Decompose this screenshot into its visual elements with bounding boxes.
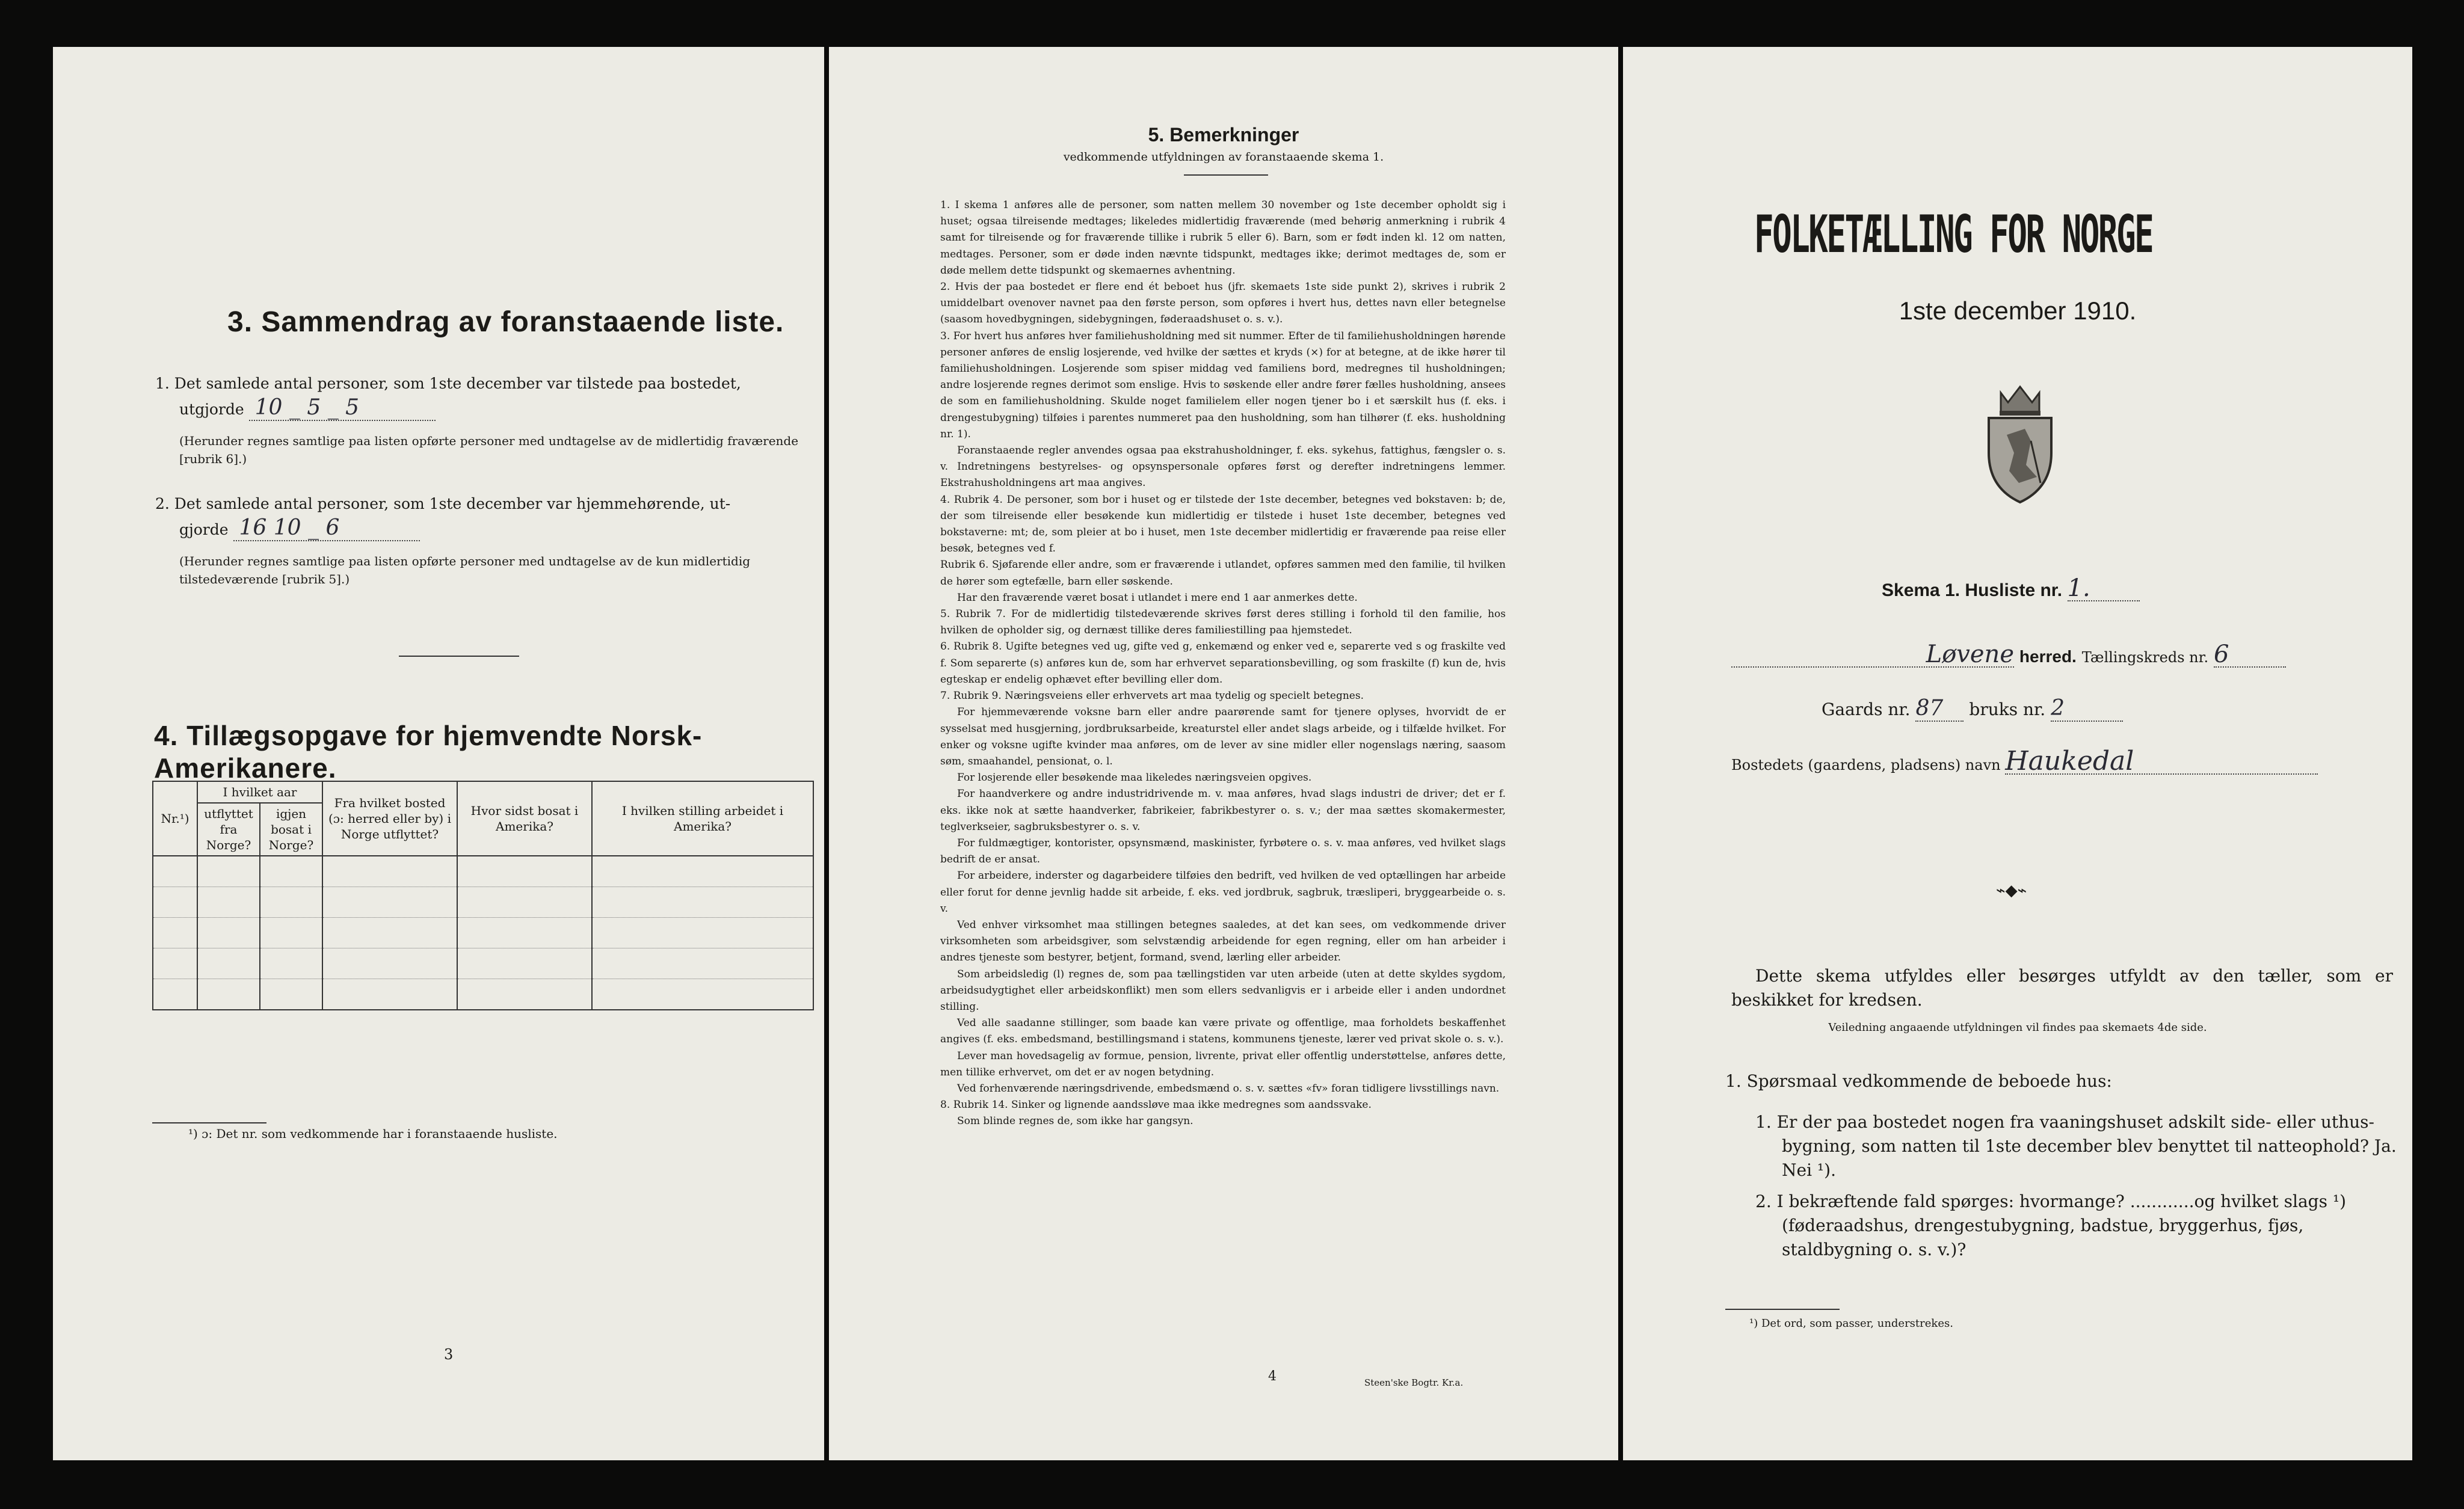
gaards-label: Gaards nr.: [1822, 699, 1911, 719]
table-row: [153, 856, 813, 887]
skema-line: [1882, 576, 2140, 603]
gaards-line: [1822, 696, 2123, 722]
bemerkning-paragraph: For hjemmeværende voksne barn eller andre paarørende samt for tjenere oplyses, hvorvidt de er sysselsat med husgjerning, jordbruksarbeide, kreaturstel eller andet slags arbeide, og i tilfælde hvilket. For enker og voksne ugifte kvinder maa anføres, om de lever av sine midler eller nogenslags næring, saasom søm, smaahandel, pensionat, o. l.: [940, 706, 1506, 767]
question-1: 1. Er der paa bostedet nogen fra vaaningshuset adskilt side- eller uthus-bygning, som natten til 1ste december blev benyttet til natteophold? Ja. Nei ¹).: [1755, 1112, 2397, 1180]
bemerkning-paragraph: For fuldmægtiger, kontorister, opsynsmænd, maskinister, fyrbøtere o. s. v. maa anføres, ved hvilket slags bedrift de er ansat.: [940, 837, 1506, 866]
item-2: [155, 492, 817, 542]
veiledning-note: Veiledning angaaende utfyldningen vil findes paa skemaets 4de side.: [1828, 1021, 2207, 1034]
heading-rule: [1184, 174, 1268, 176]
census-date: 1ste december 1910.: [1899, 297, 2137, 325]
divider: [399, 656, 519, 657]
intro-text: Dette skema utfyldes eller besørges utfyldt av den tæller, som er beskikket for kredsen.: [1731, 966, 2393, 1010]
krets-handwritten: 6: [2214, 642, 2286, 668]
bosted-handwritten: Haukedal: [2005, 749, 2318, 775]
bemerkning-paragraph: 2. Hvis der paa bostedet er flere end ét beboet hus (jfr. skemaets 1ste side punkt 2), skrives i rubrik 2 umiddelbart ovenover navnet paa den første person, som opføres i hvert hus, dettes navn eller betegnelse (saasom hovedbygningen, sidebygningen, føderaadshuset o. s. v.).: [940, 281, 1506, 326]
table-row: [153, 887, 813, 918]
norway-coat-of-arms-icon: [1983, 381, 2057, 507]
bemerkning-paragraph: Som arbeidsledig (l) regnes de, som paa tællingstiden var uten arbeide (uten at dette skyldes sygdom, arbeidsudygtighet eller arbeidskonflikt) men som ellers sedvanligvis er i arbeide eller i anden undordnet stilling.: [940, 968, 1506, 1013]
question-2: 2. I bekræftende fald spørges: hvormange? ............og hvilket slags ¹) (føderaadshus, drengestubygning, badstue, bryggerhus, fjøs, staldbygning o. s. v.)?: [1755, 1191, 2346, 1259]
page-1-cover: [1623, 47, 2412, 1460]
bemerkning-paragraph: Ved forhenværende næringsdrivende, embedsmænd o. s. v. sættes «fv» foran tidligere livsstillings navn.: [957, 1082, 1500, 1095]
bemerkning-paragraph: 8. Rubrik 14. Sinker og lignende aandssløve maa ikke medregnes som aandssvake.: [940, 1099, 1372, 1111]
bemerkning-paragraph: Har den fraværende været bosat i utlandet i mere end 1 aar anmerkes dette.: [957, 591, 1358, 604]
gaards-handwritten: 87: [1915, 696, 1964, 722]
page-number: 3: [444, 1346, 454, 1363]
questions-heading: 1. Spørsmaal vedkommende de beboede hus:: [1725, 1071, 2112, 1091]
col-stilling: I hvilken stilling arbeidet i Amerika?: [592, 781, 813, 856]
bruks-label: bruks nr.: [1969, 699, 2046, 719]
bemerkninger-subheading: vedkommende utfyldningen av foranstaaende skema 1.: [1063, 150, 1384, 164]
husliste-nr-handwritten: 1.: [2068, 576, 2140, 601]
herred-line: [1731, 642, 2393, 669]
bemerkning-paragraph: 7. Rubrik 9. Næringsveiens eller erhvervets art maa tydelig og specielt betegnes.: [940, 690, 1364, 702]
item-1-handwritten-value: 10 _ 5 _ 5: [249, 396, 436, 421]
col-group-year: I hvilket aar: [197, 781, 322, 803]
bemerkning-paragraph: For losjerende eller besøkende maa likeledes næringsveien opgives.: [957, 772, 1312, 784]
printer-mark: Steen'ske Bogtr. Kr.a.: [1364, 1377, 1464, 1388]
section-4-title: 4. Tillægsopgave for hjemvendte Norsk-Amerikanere.: [154, 720, 703, 784]
item-2-label: gjorde: [179, 521, 229, 538]
norsk-amerikanere-table: [152, 781, 814, 1010]
col-amerika-bosat: Hvor sidst bosat i Amerika?: [457, 781, 592, 856]
footnote-rule: [1725, 1309, 1840, 1310]
item-2-line: 2. Det samlede antal personer, som 1ste december var hjemmehørende, ut-: [155, 495, 731, 512]
cover-footnote: ¹) Det ord, som passer, understrekes.: [1749, 1317, 1953, 1330]
page-3-summary: [53, 47, 824, 1460]
table-row: [153, 979, 813, 1010]
krets-label: Tællingskreds nr.: [2081, 649, 2209, 666]
footnote-rule: [152, 1122, 266, 1123]
table-row: [153, 918, 813, 948]
page-4-bemerkninger: [829, 47, 1618, 1460]
bemerkninger-body: [940, 197, 1506, 1130]
bemerkninger-heading: 5. Bemerkninger: [1148, 124, 1299, 146]
item-1: [155, 372, 817, 422]
section-3-title: 3. Sammendrag av foranstaaende liste.: [227, 306, 784, 338]
bemerkning-paragraph: Som blinde regnes de, som ikke har gangsyn.: [957, 1115, 1194, 1128]
item-1-line: 1. Det samlede antal personer, som 1ste december var tilstede paa bostedet,: [155, 375, 741, 392]
bemerkning-paragraph: 1. I skema 1 anføres alle de personer, som natten mellem 30 november og 1ste december opholdt sig i huset; ogsaa tilreisende medtages; likeledes midlertidig fraværende (med behørig anmerkning i rubrik 4 samt for tilreisende og for fraværende tillike i rubrik 5 eller 6). Barn, som er født inden kl. 12 om natten, medtages. Personer, som er døde inden nævnte tidspunkt, medtages ikke; derimot medtages de, som er døde mellem dette tidspunkt og skemaernes avhentning.: [940, 199, 1506, 277]
bemerkning-paragraph: Ved enhver virksomhet maa stillingen betegnes saaledes, at det kan sees, om vedkommende driver virksomheten som arbeidsgiver, som selvstændig arbeidende for egen regning, eller om han arbeider i andres tjeneste som bestyrer, betjent, formand, svend, lærling eller arbeider.: [940, 918, 1506, 964]
herred-label: herred.: [2019, 647, 2077, 666]
bemerkning-paragraph: Ved alle saadanne stillinger, som baade kan være private og offentlige, maa forholdets beskaffenhet angives (f. eks. embedsmand, bestillingsmand i statens, kommunens tjeneste, lærer ved privat skole o. s. v.).: [940, 1017, 1506, 1046]
col-fra-bosted: Fra hvilket bosted (ɔ: herred eller by) i Norge utflyttet?: [322, 781, 457, 856]
bemerkning-paragraph: 3. For hvert hus anføres hver familiehusholdning med sit nummer. Efter de til familiehusholdningen hørende personer anføres de enslig losjerende, ved hvilke der sættes et kryds (×) for at betegne, at de ikke hører til familiehusholdningen. Losjerende som spiser middag ved familiens bord, medregnes til husholdningen; andre losjerende regnes derimot som enslige. Hvis to søskende eller andre fører fælles husholdning, ansees de som en familiehusholdning. Skulde noget familielem eller nogen tjener bo i et særskilt hus (f. eks. i drengestubygning) tilføies i parentes nummeret paa den husholdning, som han tilhører (f. eks. husholdning nr. 1).: [940, 330, 1506, 440]
col-nr: Nr.¹): [153, 781, 197, 856]
bemerkning-paragraph: 6. Rubrik 8. Ugifte betegnes ved ug, gifte ved g, enkemænd og enker ved e, separerte ved s og fraskilte ved f. Som separerte (s) anføres kun de, som har erhvervet separationsbevilling, og som fraskilte (f) kun de, hvis egteskap er endelig ophævet efter bevilling eller dom.: [940, 641, 1506, 686]
item-1-label: utgjorde: [179, 401, 244, 418]
bemerkning-paragraph: Foranstaaende regler anvendes ogsaa paa ekstrahusholdninger, f. eks. sykehus, fattighus, fængsler o. s. v. Indretningens bestyrelses- og opsynspersonale opføres først og derefter indretningens lemmer. Ekstrahusholdningens art maa angives.: [940, 444, 1506, 490]
col-igjen-bosat: igjen bosat i Norge?: [260, 803, 322, 856]
census-title: FOLKETÆLLING FOR NORGE: [1754, 204, 2153, 265]
col-utflyttet: utflyttet fra Norge?: [197, 803, 260, 856]
table-footnote: ¹) ɔ: Det nr. som vedkommende har i foranstaaende husliste.: [188, 1126, 558, 1141]
bruks-handwritten: 2: [2051, 696, 2123, 722]
bemerkning-paragraph: For arbeidere, inderster og dagarbeidere tilføies den bedrift, ved hvilken de ved optællingen har arbeide eller forut for denne jevnlig hadde sit arbeide, f. eks. ved jordbruk, sagbruk, træsliperi, bryggearbeide o. s. v.: [940, 870, 1506, 915]
ornament-icon: ⌁◆⌁: [1996, 882, 2027, 900]
bemerkning-paragraph: 5. Rubrik 7. For de midlertidig tilstedeværende skrives først deres stilling i forhold til den familie, hos hvilken de opholder sig, og dernæst tillike deres familiestilling paa hjemstedet.: [940, 608, 1506, 637]
bemerkning-paragraph: Lever man hovedsagelig av formue, pension, livrente, privat eller offentlig understøttelse, anføres dette, men tillike erhvervet, om det er av nogen betydning.: [940, 1050, 1506, 1078]
table-row: [153, 948, 813, 979]
item-2-handwritten-value: 16 10 _ 6: [233, 516, 420, 541]
bemerkning-paragraph: For haandverkere og andre industridrivende m. v. maa anføres, hvad slags industri de driver; det er f. eks. ikke nok at sætte haandverker, fabrikeier, fabrikbestyrer o. s. v.; der maa sættes skomakermester, teglverkseier, sagbruksbestyrer o. s. v.: [940, 788, 1506, 833]
bemerkning-paragraph: Rubrik 6. Sjøfarende eller andre, som er fraværende i utlandet, opføres sammen med den familie, til hvilken de hører som egtefælle, barn eller søskende.: [940, 559, 1506, 588]
page-number: 4: [1268, 1369, 1277, 1384]
bosted-line: [1731, 746, 2318, 777]
skema-label: Skema 1. Husliste nr.: [1882, 580, 2063, 600]
bosted-label: Bostedets (gaardens, pladsens) navn: [1731, 757, 2001, 773]
item-2-note: (Herunder regnes samtlige paa listen opførte personer med undtagelse av de kun midlertidig tilstedeværende [rubrik 5].): [179, 554, 751, 586]
bemerkning-paragraph: 4. Rubrik 4. De personer, som bor i huset og er tilstede der 1ste december, betegnes ved bokstaven: b; de, der som tilreisende eller besøkende kun midlertidig er tilstede i huset 1ste december, betegnes ved bokstaverne: mt; de, som pleier at bo i huset, men 1ste december midlertidig er fraværende paa reise eller besøk, betegnes ved f.: [940, 493, 1506, 555]
item-1-note: (Herunder regnes samtlige paa listen opførte personer med undtagelse av de midlertidig fraværende [rubrik 6].): [179, 434, 799, 466]
herred-handwritten: Løvene: [1731, 642, 2014, 668]
